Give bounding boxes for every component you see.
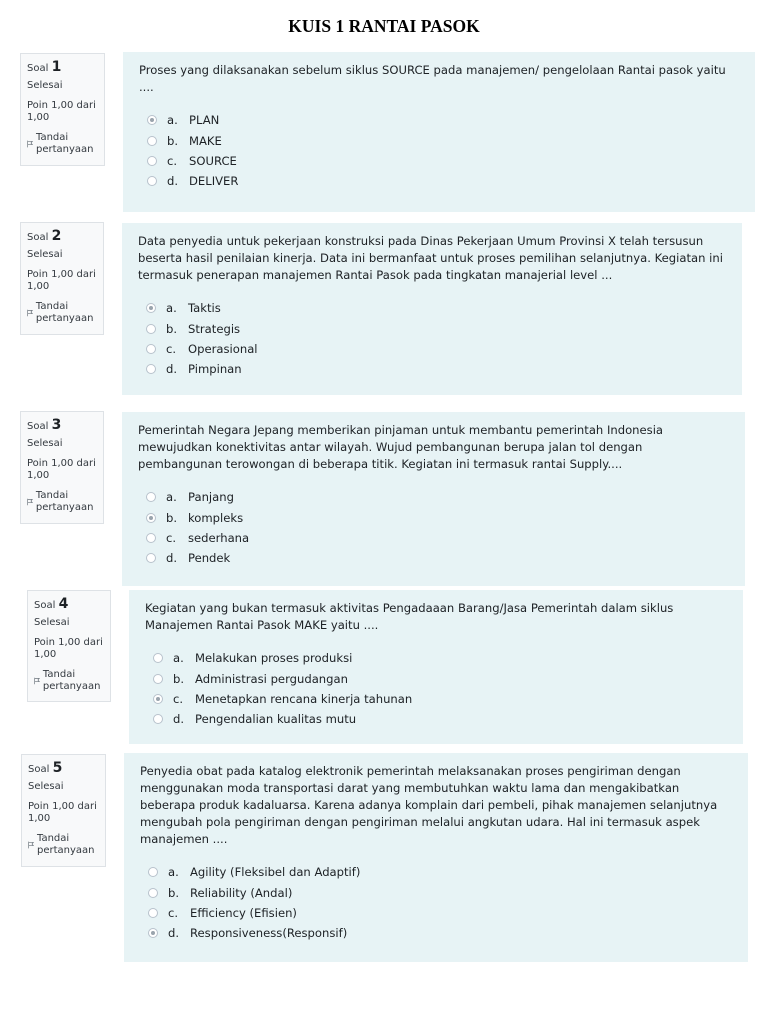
option-text: DELIVER bbox=[189, 174, 239, 189]
question-grade: Poin 1,00 dari 1,00 bbox=[27, 458, 96, 481]
option-letter: a. bbox=[166, 490, 177, 505]
flag-label: Tandai pertanyaan bbox=[36, 132, 94, 155]
option-letter: d. bbox=[168, 926, 180, 941]
option-text: Panjang bbox=[188, 490, 234, 505]
option-letter: a. bbox=[166, 301, 177, 316]
answer-option[interactable] bbox=[147, 110, 739, 130]
flag-label: Tandai pertanyaan bbox=[35, 301, 94, 324]
option-letter: b. bbox=[168, 885, 180, 900]
option-text: PLAN bbox=[189, 113, 220, 128]
answer-option[interactable] bbox=[146, 548, 729, 568]
radio-button[interactable] bbox=[148, 888, 158, 898]
answer-option[interactable] bbox=[153, 689, 727, 709]
flag-icon bbox=[28, 840, 34, 850]
question-grade: Poin 1,00 dari 1,00 bbox=[27, 100, 96, 123]
option-letter: b. bbox=[173, 671, 185, 686]
radio-button[interactable] bbox=[147, 136, 157, 146]
answer-option[interactable] bbox=[148, 882, 732, 902]
answer-option[interactable] bbox=[146, 528, 729, 548]
question-content bbox=[124, 753, 748, 962]
option-text: Responsiveness(Responsif) bbox=[190, 926, 348, 941]
answer-list bbox=[146, 298, 726, 380]
radio-button[interactable] bbox=[146, 553, 156, 563]
flag-icon bbox=[27, 308, 33, 318]
answer-option[interactable] bbox=[146, 318, 726, 338]
radio-button[interactable] bbox=[146, 303, 156, 313]
radio-button[interactable] bbox=[153, 653, 163, 663]
option-letter: d. bbox=[167, 174, 179, 189]
radio-button[interactable] bbox=[153, 674, 163, 684]
option-text: Melakukan proses produksi bbox=[195, 651, 353, 666]
question-number bbox=[27, 60, 98, 76]
question-info bbox=[20, 411, 104, 524]
option-text: kompleks bbox=[188, 510, 244, 525]
question-content bbox=[123, 52, 755, 212]
question-label: Soal bbox=[27, 232, 49, 243]
answer-option[interactable] bbox=[146, 339, 726, 359]
question-number-value: 2 bbox=[51, 228, 62, 244]
option-letter: c. bbox=[166, 530, 177, 545]
option-letter: b. bbox=[166, 321, 178, 336]
option-letter: b. bbox=[167, 133, 179, 148]
option-letter: c. bbox=[166, 341, 177, 356]
option-text: Efficiency (Efisien) bbox=[190, 905, 297, 920]
option-letter: a. bbox=[167, 113, 178, 128]
question-state: Selesai bbox=[28, 781, 64, 792]
option-letter: c. bbox=[168, 905, 179, 920]
flag-question-button[interactable] bbox=[27, 132, 98, 156]
radio-button[interactable] bbox=[147, 156, 157, 166]
question-number bbox=[27, 418, 97, 434]
option-letter: d. bbox=[166, 362, 178, 377]
flag-question-button[interactable] bbox=[34, 669, 104, 693]
answer-option[interactable] bbox=[146, 487, 729, 507]
question-number-value: 5 bbox=[52, 760, 63, 776]
flag-question-button[interactable] bbox=[27, 490, 97, 514]
answer-option[interactable] bbox=[148, 862, 732, 882]
option-text: Taktis bbox=[188, 301, 221, 316]
flag-icon bbox=[27, 139, 33, 149]
question-number bbox=[34, 597, 104, 613]
answer-option[interactable] bbox=[153, 668, 727, 688]
question-number-value: 1 bbox=[51, 59, 62, 75]
radio-button[interactable] bbox=[147, 176, 157, 186]
answer-list bbox=[153, 648, 727, 730]
question-number bbox=[28, 761, 99, 777]
flag-question-button[interactable] bbox=[27, 301, 97, 325]
question-state: Selesai bbox=[27, 438, 63, 449]
option-letter: d. bbox=[173, 712, 185, 727]
radio-button[interactable] bbox=[148, 928, 158, 938]
question-grade: Poin 1,00 dari 1,00 bbox=[34, 637, 103, 660]
question-number bbox=[27, 229, 97, 245]
option-text: Reliability (Andal) bbox=[190, 885, 293, 900]
question-content bbox=[122, 223, 742, 395]
answer-option[interactable] bbox=[153, 648, 727, 668]
answer-list bbox=[147, 110, 739, 192]
question-content bbox=[122, 412, 745, 586]
answer-option[interactable] bbox=[153, 709, 727, 729]
radio-button[interactable] bbox=[146, 513, 156, 523]
question-number-value: 4 bbox=[58, 596, 69, 612]
question-state: Selesai bbox=[34, 617, 70, 628]
question-text: Kegiatan yang bukan termasuk aktivitas Pengadaaan Barang/Jasa Pemerintah dalam siklus Manajemen Rantai Pasok MAKE yaitu .... bbox=[145, 601, 674, 632]
answer-option[interactable] bbox=[148, 903, 732, 923]
radio-button[interactable] bbox=[148, 867, 158, 877]
answer-option[interactable] bbox=[146, 298, 726, 318]
option-letter: a. bbox=[173, 651, 184, 666]
flag-label: Tandai pertanyaan bbox=[37, 833, 95, 856]
option-letter: c. bbox=[173, 691, 184, 706]
answer-list bbox=[146, 487, 729, 569]
radio-button[interactable] bbox=[148, 908, 158, 918]
option-text: SOURCE bbox=[189, 153, 237, 168]
option-text: Menetapkan rencana kinerja tahunan bbox=[195, 691, 413, 706]
radio-button[interactable] bbox=[147, 115, 157, 125]
question-grade: Poin 1,00 dari 1,00 bbox=[28, 801, 97, 824]
radio-button[interactable] bbox=[146, 533, 156, 543]
radio-button[interactable] bbox=[146, 344, 156, 354]
flag-label: Tandai pertanyaan bbox=[42, 669, 101, 692]
question-text: Pemerintah Negara Jepang memberikan pinjaman untuk membantu pemerintah Indonesia mewujudkan konektivitas antar wilayah. Wujud pembangunan berupa jalan tol dengan pembangunan terowongan di beberapa titik. Kegiatan ini termasuk rantai Supply.... bbox=[138, 423, 664, 471]
question-label: Soal bbox=[27, 421, 49, 432]
answer-option[interactable] bbox=[146, 507, 729, 527]
answer-list bbox=[148, 862, 732, 944]
option-text: Pendek bbox=[188, 551, 231, 566]
question-label: Soal bbox=[34, 600, 56, 611]
question-info bbox=[21, 754, 106, 867]
radio-button[interactable] bbox=[153, 714, 163, 724]
radio-button[interactable] bbox=[146, 364, 156, 374]
option-text: Pengendalian kualitas mutu bbox=[195, 712, 357, 727]
option-letter: a. bbox=[168, 865, 179, 880]
question-info bbox=[20, 222, 104, 335]
question-content bbox=[129, 590, 743, 744]
option-letter: d. bbox=[166, 551, 178, 566]
question-label: Soal bbox=[28, 764, 50, 775]
answer-option[interactable] bbox=[147, 171, 739, 191]
option-text: sederhana bbox=[188, 530, 250, 545]
radio-button[interactable] bbox=[153, 694, 163, 704]
question-grade: Poin 1,00 dari 1,00 bbox=[27, 269, 96, 292]
answer-option[interactable] bbox=[147, 151, 739, 171]
answer-option[interactable] bbox=[147, 130, 739, 150]
page-title: KUIS 1 RANTAI PASOK bbox=[288, 16, 480, 36]
question-text: Penyedia obat pada katalog elektronik pemerintah melaksanakan proses pengiriman dengan menggunakan moda transportasi darat yang membutuhkan waktu lama dan mengakibatkan beberapa produk kadaluarsa. Karena adanya komplain dari pembeli, pihak manajemen selanjutnya mengubah pola pengiriman dengan pengiriman melalui angkutan udara. Hal ini termasuk aspek manajemen .... bbox=[140, 764, 718, 846]
question-text: Proses yang dilaksanakan sebelum siklus SOURCE pada manajemen/ pengelolaan Rantai pasok yaitu .... bbox=[139, 63, 726, 94]
option-text: MAKE bbox=[189, 133, 222, 148]
option-text: Strategis bbox=[188, 321, 241, 336]
option-text: Operasional bbox=[188, 341, 258, 356]
question-info bbox=[27, 590, 111, 702]
question-text: Data penyedia untuk pekerjaan konstruksi pada Dinas Pekerjaan Umum Provinsi X telah tersusun beserta hasil penilaian kinerja. Data ini bermanfaat untuk proses pemilihan selanjutnya. Kegiatan ini termasuk penerapan manajemen Rantai Pasok pada tingkatan manajerial level ... bbox=[138, 234, 723, 282]
question-info bbox=[20, 53, 105, 166]
option-letter: b. bbox=[166, 510, 178, 525]
answer-option[interactable] bbox=[148, 923, 732, 943]
flag-question-button[interactable] bbox=[28, 833, 99, 857]
option-text: Pimpinan bbox=[188, 362, 242, 377]
option-text: Agility (Fleksibel dan Adaptif) bbox=[190, 865, 361, 880]
flag-icon bbox=[27, 497, 33, 507]
answer-option[interactable] bbox=[146, 359, 726, 379]
flag-label: Tandai pertanyaan bbox=[35, 490, 94, 513]
radio-button[interactable] bbox=[146, 324, 156, 334]
question-number-value: 3 bbox=[51, 417, 62, 433]
question-state: Selesai bbox=[27, 80, 63, 91]
flag-icon bbox=[34, 676, 40, 686]
radio-button[interactable] bbox=[146, 492, 156, 502]
option-text: Administrasi pergudangan bbox=[195, 671, 348, 686]
question-label: Soal bbox=[27, 63, 49, 74]
question-state: Selesai bbox=[27, 249, 63, 260]
option-letter: c. bbox=[167, 153, 178, 168]
